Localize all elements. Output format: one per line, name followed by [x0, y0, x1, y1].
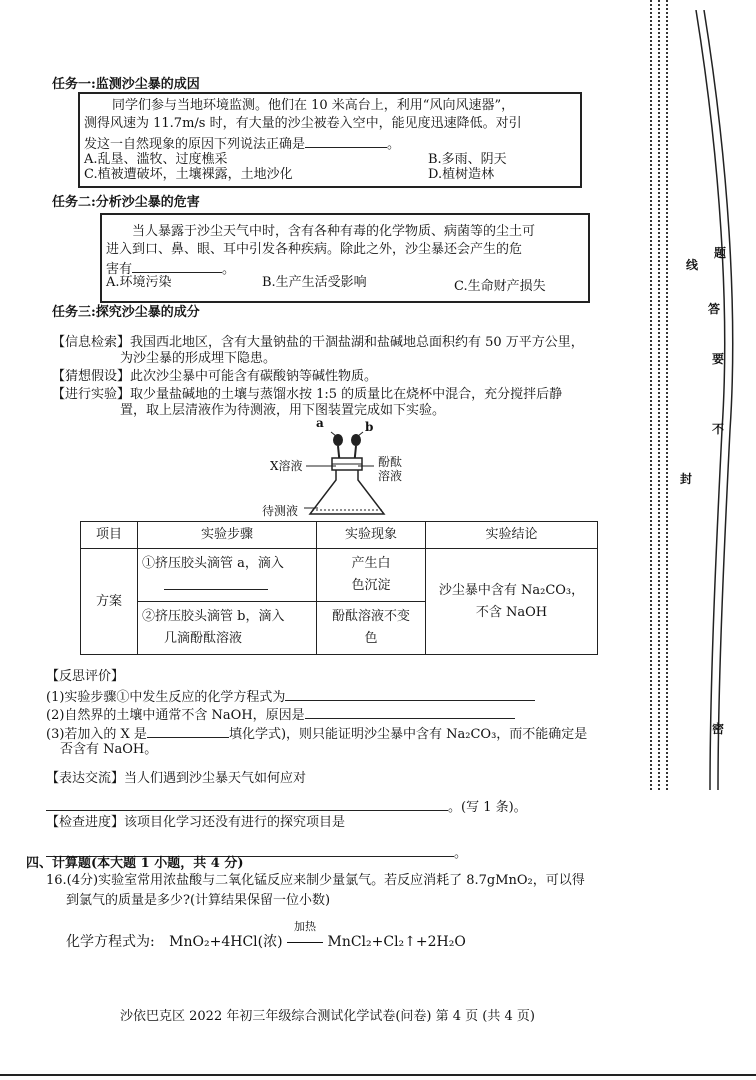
- task1-answer-blank[interactable]: [305, 133, 387, 148]
- task3-info-line2: 为沙尘暴的形成埋下隐患。: [120, 351, 277, 366]
- task2-line1: 当人暴露于沙尘天气中时，含有各种有毒的化学物质、病菌等的尘土可: [132, 224, 536, 239]
- table-header: 实验现象: [317, 522, 426, 549]
- phenolphthalein-label: 酚酞 溶液: [378, 455, 403, 483]
- task1-option-b: B.多雨、阴天: [428, 152, 507, 167]
- chemical-equation: 化学方程式为: MnO₂+4HCl(浓) 加热 MnCl₂+Cl₂↑+2H₂O: [66, 920, 466, 950]
- dropper-a-label: a: [316, 416, 324, 430]
- task3-experiment-line1: 【进行实验】取少量盐碱地的土壤与蒸馏水按 1:5 的质量比在烧杯中混合，充分搅拌后静: [52, 387, 563, 402]
- express-blank[interactable]: [46, 796, 448, 811]
- reflect-heading: 【反思评价】: [46, 669, 125, 684]
- task3-heading: 任务三:探究沙尘暴的成分: [52, 305, 200, 320]
- binding-char: 封: [680, 472, 693, 486]
- task2-heading: 任务二:分析沙尘暴的危害: [52, 195, 200, 210]
- task2-line3: 害有 。: [106, 258, 235, 279]
- page-footer: 沙依巴克区 2022 年初三年级综合测试化学试卷(问卷) 第 4 页 (共 4 页): [120, 1009, 535, 1024]
- table-header-row: [81, 522, 598, 549]
- conclusion-cell: 沙尘暴中含有 Na₂CO₃， 不含 NaOH: [426, 549, 598, 655]
- task1-option-a: A.乱垦、滥牧、过度樵采: [84, 152, 228, 167]
- binding-char: 题: [714, 246, 727, 260]
- binding-char: 答: [708, 302, 721, 316]
- check-answer: 。: [46, 842, 467, 863]
- check-prompt: 【检查进度】该项目化学习还没有进行的探究项目是: [46, 815, 346, 830]
- task2-line2: 进入到口、鼻、眼、耳中引发各种疾病。除此之外，沙尘暴还会产生的危: [106, 242, 523, 257]
- calc-heading: 四、计算题(本大题 1 小题，共 4 分): [26, 856, 244, 871]
- binding-char: 要: [712, 352, 725, 366]
- step2-cell: ②挤压胶头滴管 b，滴入 几滴酚酞溶液: [138, 602, 317, 655]
- binding-curve: [660, 10, 756, 790]
- reflect-q2-blank[interactable]: [305, 704, 515, 719]
- task2-option-b: B.生产生活受影响: [262, 275, 367, 290]
- reflect-q3-line1: (3)若加入的 X 是 填化学式)，则只能证明沙尘暴中含有 Na₂CO₃，而不能确定是: [46, 723, 587, 744]
- table-header: 项目: [81, 522, 138, 549]
- scheme-label: 方案: [81, 549, 138, 655]
- calc-question-line2: 到氯气的质量是多少?(计算结果保留一位小数): [66, 893, 331, 908]
- task1-line2: 测得风速为 11.7m/s 时，有大量的沙尘被卷入空中，能见度迅速降低。对引: [84, 116, 522, 131]
- express-answer: 。(写 1 条)。: [46, 796, 527, 817]
- step1-cell: ①挤压胶头滴管 a，滴入: [138, 549, 317, 602]
- x-solution-label: X溶液: [270, 459, 303, 473]
- express-prompt: 【表达交流】当人们遇到沙尘暴天气如何应对: [46, 771, 307, 786]
- binding-char: 密: [712, 722, 725, 736]
- reflect-q1: (1)实验步骤①中发生反应的化学方程式为: [46, 686, 535, 707]
- table-row: [81, 549, 598, 602]
- binding-char: 不: [712, 422, 725, 436]
- task1-option-d: D.植树造林: [428, 167, 495, 182]
- step1-blank[interactable]: [164, 575, 268, 590]
- task3-info-line1: 【信息检索】我国西北地区，含有大量钠盐的干涸盐湖和盐碱地总面积约有 50 万平方公里，: [52, 335, 584, 350]
- binding-dotted-line: [650, 0, 652, 790]
- reflect-q3-blank[interactable]: [147, 723, 229, 738]
- experiment-table: [80, 521, 598, 655]
- table-header: 实验步骤: [138, 522, 317, 549]
- task2-option-c: C.生命财产损失: [454, 279, 546, 294]
- phenomenon1-cell: 产生白 色沉淀: [317, 549, 426, 602]
- bottom-border: [0, 1074, 756, 1076]
- table-header: 实验结论: [426, 522, 598, 549]
- task1-option-c: C.植被遭破坏，土壤裸露，土地沙化: [84, 167, 293, 182]
- task1-line1: 同学们参与当地环境监测。他们在 10 米高台上，利用“风向风速器”，: [112, 98, 515, 113]
- reflect-q1-blank[interactable]: [285, 686, 535, 701]
- task1-line3: 发这一自然现象的原因下列说法正确是 。: [84, 133, 400, 154]
- task3-experiment-line2: 置，取上层清液作为待测液，用下图装置完成如下实验。: [120, 403, 446, 418]
- task3-hypothesis: 【猜想假设】此次沙尘暴中可能含有碳酸钠等碱性物质。: [52, 369, 378, 384]
- phenomenon2-cell: 酚酞溶液不变 色: [317, 602, 426, 655]
- binding-char: 线: [686, 258, 699, 272]
- task2-answer-blank[interactable]: [132, 258, 222, 273]
- reflect-q3-line2: 否含有 NaOH。: [60, 742, 158, 757]
- reaction-condition: 加热: [287, 933, 323, 951]
- task1-heading: 任务一:监测沙尘暴的成因: [52, 77, 200, 92]
- reflect-q2: (2)自然界的土壤中通常不含 NaOH，原因是: [46, 704, 515, 725]
- sample-liquid-label: 待测液: [262, 504, 299, 518]
- dropper-b-label: b: [365, 420, 374, 434]
- calc-question-line1: 16.(4分)实验室常用浓盐酸与二氧化锰反应来制少量氯气。若反应消耗了 8.7gMnO₂，可以得: [46, 873, 585, 888]
- task2-option-a: A.环境污染: [106, 275, 172, 290]
